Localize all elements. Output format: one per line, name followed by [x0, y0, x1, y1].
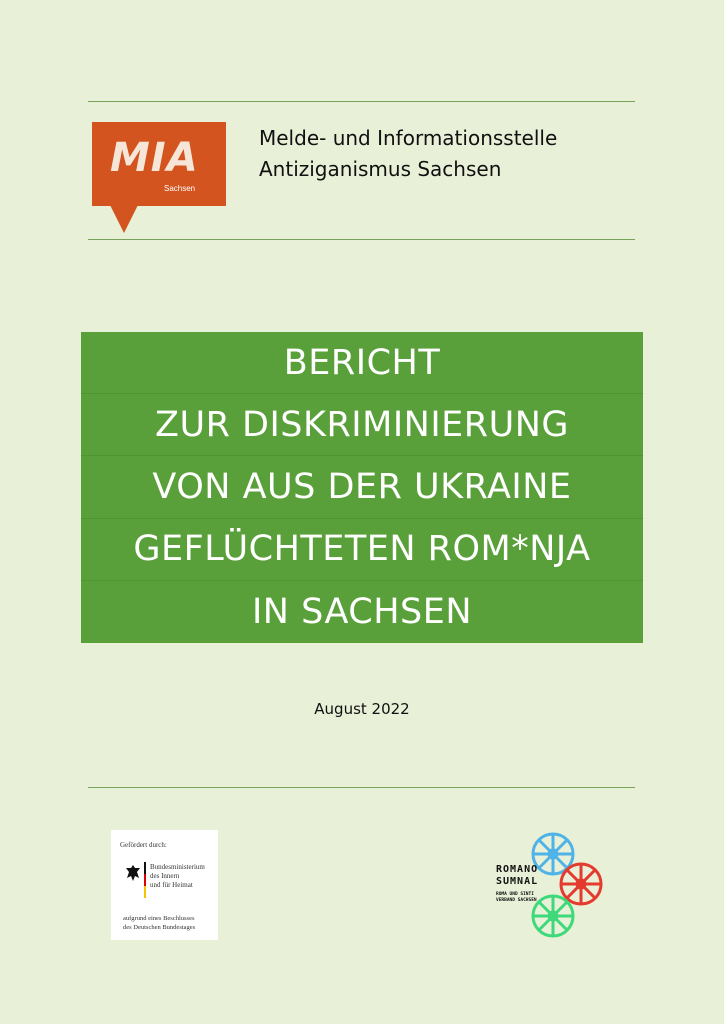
header-bottom-divider [88, 239, 635, 240]
funding-intro: Gefördert durch: [120, 841, 167, 849]
partner-name-line-1: ROMANO [496, 864, 539, 875]
basis-line-2: des Deutschen Bundestages [123, 924, 196, 931]
report-title-block [81, 332, 643, 643]
federal-eagle-icon [125, 864, 141, 882]
partner-sub-line-1: ROMA UND SINTI [496, 892, 534, 897]
partner-name [496, 864, 538, 888]
title-line: ZUR DISKRIMINIERUNG [81, 394, 643, 456]
org-name-line-1: Melde- und Informationsstelle [259, 126, 558, 150]
ministry-line-2: des Innern [150, 872, 180, 880]
organization-name [259, 123, 557, 185]
mia-logo [92, 122, 228, 234]
partner-sub-line-2: VERBAND SACHSEN [496, 898, 537, 903]
ministry-name [150, 863, 205, 890]
logo-speech-tail [110, 205, 138, 233]
report-date: August 2022 [314, 700, 410, 718]
ministry-line-3: und für Heimat [150, 881, 193, 889]
german-flag-bar [144, 862, 146, 898]
partner-name-line-2: SUMNAL [496, 876, 539, 887]
logo-subtext: Sachsen [164, 184, 196, 193]
title-line: GEFLÜCHTETEN ROM*NJA [81, 519, 643, 581]
funding-basis [123, 914, 195, 932]
title-line: IN SACHSEN [251, 591, 473, 632]
ministry-line-1: Bundesministerium [150, 863, 205, 871]
title-line: VON AUS DER UKRAINE [81, 456, 643, 518]
top-divider [88, 101, 635, 102]
partner-subtitle [496, 892, 537, 904]
funding-logo [111, 830, 218, 940]
romano-sumnal-logo [494, 828, 610, 944]
logo-text: MIA [110, 135, 199, 181]
org-name-line-2: Antiziganismus Sachsen [259, 157, 502, 181]
basis-line-1: aufgrund eines Beschlusses [123, 915, 195, 922]
footer-divider [88, 787, 635, 788]
title-line: BERICHT [81, 332, 643, 394]
